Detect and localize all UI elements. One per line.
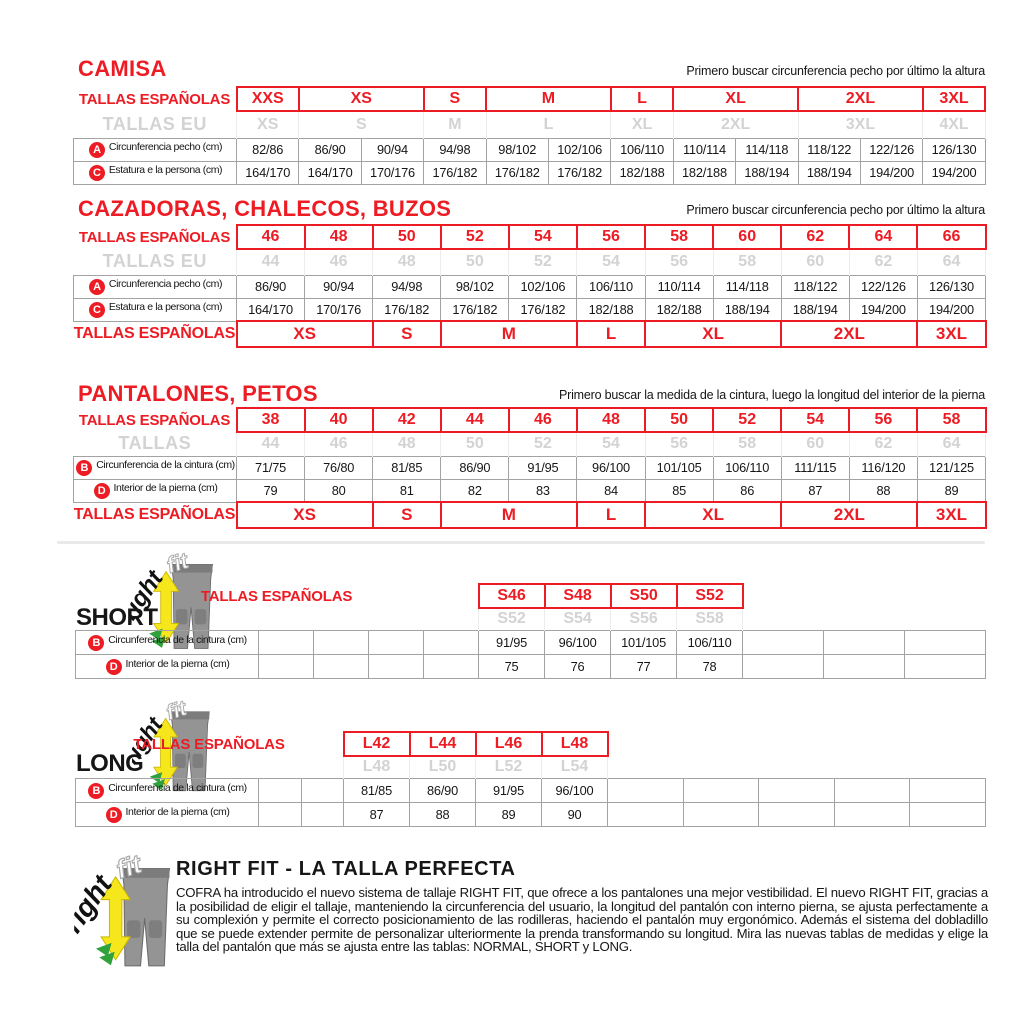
tallas-espanolas-label: TALLAS ESPAÑOLAS — [73, 325, 236, 343]
value-cell: 164/170 — [237, 298, 305, 321]
value-cell: 176/182 — [424, 161, 486, 184]
size-eu-cell: 64 — [917, 432, 985, 456]
size-eu-cell: S58 — [677, 608, 743, 630]
size-letter-cell: L — [577, 321, 645, 347]
value-cell: 121/125 — [917, 456, 985, 479]
size-es-cell: 56 — [849, 408, 917, 432]
value-cell: 82 — [441, 479, 509, 502]
value-cell: 98/102 — [486, 138, 548, 161]
value-cell: 91/95 — [509, 456, 577, 479]
value-cell: 182/188 — [673, 161, 735, 184]
size-es-cell: 48 — [577, 408, 645, 432]
size-eu-cell: 60 — [781, 249, 849, 275]
empty-cell — [834, 802, 910, 826]
value-cell: 81 — [373, 479, 441, 502]
tallas-eu-label: TALLAS EU — [102, 251, 207, 272]
size-eu-cell: 58 — [713, 432, 781, 456]
size-es-cell: S46 — [479, 584, 545, 608]
size-eu-cell: 50 — [441, 432, 509, 456]
letter-badge-b: B — [88, 783, 104, 799]
size-letter-cell: XS — [237, 321, 373, 347]
spacer-cell — [834, 732, 910, 756]
value-cell: 116/120 — [849, 456, 917, 479]
section-title-camisa: CAMISA — [78, 56, 167, 81]
spacer-cell — [759, 732, 835, 756]
letter-badge-b: B — [88, 635, 104, 651]
size-eu-cell: 3XL — [798, 111, 923, 138]
rightfit-title: RIGHT FIT - LA TALLA PERFECTA — [176, 858, 516, 880]
value-cell: 78 — [677, 654, 743, 678]
value-cell: 80 — [305, 479, 373, 502]
spacer-cell — [905, 608, 986, 630]
size-es-cell: L42 — [344, 732, 410, 756]
value-cell: 101/105 — [611, 630, 677, 654]
size-es-cell: 56 — [577, 225, 645, 249]
measure-row-label — [74, 161, 237, 184]
empty-cell — [743, 630, 824, 654]
value-cell: 114/118 — [736, 138, 798, 161]
value-cell: 96/100 — [545, 630, 611, 654]
value-cell: 102/106 — [548, 138, 610, 161]
value-cell: 75 — [479, 654, 545, 678]
size-es-cell: XS — [299, 87, 424, 111]
short-label: SHORT — [76, 604, 158, 631]
tallas-eu-label: TALLAS — [118, 433, 192, 454]
size-letter-cell: S — [373, 321, 441, 347]
size-es-cell: 46 — [237, 225, 305, 249]
size-eu-cell: XL — [611, 111, 673, 138]
size-es-cell: 62 — [781, 225, 849, 249]
value-cell: 106/110 — [577, 275, 645, 298]
spacer-cell — [834, 756, 910, 778]
size-es-cell: XXS — [237, 87, 299, 111]
size-eu-cell: 62 — [849, 432, 917, 456]
empty-cell — [314, 654, 369, 678]
measure-row-label — [76, 654, 259, 678]
size-es-cell: S48 — [545, 584, 611, 608]
empty-cell — [314, 630, 369, 654]
size-letter-cell: L — [577, 502, 645, 528]
value-cell: 87 — [344, 802, 410, 826]
value-cell: 88 — [849, 479, 917, 502]
value-cell: 118/122 — [798, 138, 860, 161]
value-cell: 194/200 — [860, 161, 922, 184]
measure-label-text: Interior de la pierna (cm) — [125, 805, 230, 818]
value-cell: 94/98 — [373, 275, 441, 298]
size-eu-cell: 52 — [509, 432, 577, 456]
value-cell: 90 — [542, 802, 608, 826]
note-cazadoras: Primero buscar circunferencia pecho por último la altura — [686, 203, 985, 217]
spacer-cell — [759, 756, 835, 778]
value-cell: 118/122 — [781, 275, 849, 298]
empty-cell — [608, 778, 684, 802]
empty-cell — [759, 802, 835, 826]
spacer-cell — [910, 756, 986, 778]
spacer-cell — [683, 732, 759, 756]
value-cell: 91/95 — [476, 778, 542, 802]
size-eu-cell: 48 — [373, 249, 441, 275]
spacer-cell — [743, 608, 824, 630]
value-cell: 86/90 — [410, 778, 476, 802]
size-eu-cell: 50 — [441, 249, 509, 275]
size-letter-cell: 3XL — [917, 502, 985, 528]
size-eu-cell: 62 — [849, 249, 917, 275]
value-cell: 110/114 — [673, 138, 735, 161]
size-es-cell: L44 — [410, 732, 476, 756]
value-cell: 122/126 — [849, 275, 917, 298]
measure-label-text: Estatura e la persona (cm) — [108, 164, 223, 176]
size-eu-cell: S — [299, 111, 424, 138]
value-cell: 86/90 — [441, 456, 509, 479]
right-fit-logo — [74, 854, 178, 970]
spacer-cell — [683, 756, 759, 778]
value-cell: 170/176 — [305, 298, 373, 321]
value-cell: 94/98 — [424, 138, 486, 161]
spacer-cell — [824, 608, 905, 630]
spacer-cell — [905, 584, 986, 608]
value-cell: 164/170 — [299, 161, 361, 184]
measure-label-text: Interior de la pierna (cm) — [113, 482, 218, 494]
size-letter-cell: XS — [237, 502, 373, 528]
size-eu-cell: 64 — [917, 249, 985, 275]
value-cell: 76 — [545, 654, 611, 678]
empty-cell — [301, 778, 344, 802]
value-cell: 106/110 — [611, 138, 673, 161]
value-cell: 101/105 — [645, 456, 713, 479]
tallas-espanolas-label: TALLAS ESPAÑOLAS — [133, 735, 285, 753]
value-cell: 89 — [476, 802, 542, 826]
value-cell: 114/118 — [713, 275, 781, 298]
spacer-cell — [608, 756, 684, 778]
spacer-cell — [824, 584, 905, 608]
letter-badge-d: D — [94, 483, 110, 499]
tallas-espanolas-label: TALLAS ESPAÑOLAS — [78, 411, 231, 429]
value-cell: 79 — [237, 479, 305, 502]
measure-row-label — [74, 138, 237, 161]
value-cell: 96/100 — [577, 456, 645, 479]
value-cell: 111/115 — [781, 456, 849, 479]
size-es-cell: 64 — [849, 225, 917, 249]
size-letter-cell: 3XL — [917, 321, 985, 347]
empty-cell — [259, 630, 314, 654]
value-cell: 84 — [577, 479, 645, 502]
value-cell: 182/188 — [577, 298, 645, 321]
value-cell: 90/94 — [361, 138, 423, 161]
size-es-cell: 66 — [917, 225, 985, 249]
value-cell: 126/130 — [923, 138, 985, 161]
value-cell: 176/182 — [373, 298, 441, 321]
size-eu-cell: 60 — [781, 432, 849, 456]
value-cell: 96/100 — [542, 778, 608, 802]
size-letter-cell: S — [373, 502, 441, 528]
tallas-espanolas-label: TALLAS ESPAÑOLAS — [200, 587, 353, 605]
value-cell: 188/194 — [736, 161, 798, 184]
empty-cell — [834, 778, 910, 802]
measure-label-text: Interior de la pierna (cm) — [125, 657, 230, 670]
size-letter-cell: M — [441, 321, 577, 347]
size-letter-cell: 2XL — [781, 502, 917, 528]
section-title-pantalones: PANTALONES, PETOS — [78, 381, 318, 406]
size-es-cell: 40 — [305, 408, 373, 432]
value-cell: 188/194 — [713, 298, 781, 321]
empty-cell — [824, 654, 905, 678]
measure-row-label — [76, 778, 259, 802]
value-cell: 88 — [410, 802, 476, 826]
empty-cell — [683, 802, 759, 826]
tallas-espanolas-label: TALLAS ESPAÑOLAS — [73, 506, 236, 524]
value-cell: 91/95 — [479, 630, 545, 654]
size-es-cell: 42 — [373, 408, 441, 432]
size-eu-cell: L50 — [410, 756, 476, 778]
size-es-cell: S50 — [611, 584, 677, 608]
size-eu-cell: M — [424, 111, 486, 138]
value-cell: 86/90 — [299, 138, 361, 161]
empty-cell — [301, 802, 344, 826]
value-cell: 176/182 — [441, 298, 509, 321]
measure-label-text: Estatura e la persona (cm) — [108, 301, 223, 313]
size-eu-cell: 4XL — [923, 111, 985, 138]
empty-cell — [369, 630, 424, 654]
value-cell: 182/188 — [611, 161, 673, 184]
empty-cell — [910, 802, 986, 826]
empty-cell — [759, 778, 835, 802]
size-eu-cell: 54 — [577, 432, 645, 456]
size-es-cell: 38 — [237, 408, 305, 432]
size-eu-cell: XS — [237, 111, 299, 138]
empty-cell — [824, 630, 905, 654]
table-pantalones — [73, 407, 987, 529]
value-cell: 71/75 — [237, 456, 305, 479]
section-title-cazadoras: CAZADORAS, CHALECOS, BUZOS — [78, 196, 452, 221]
letter-badge-b: B — [76, 460, 92, 476]
measure-row-label — [76, 802, 259, 826]
value-cell: 110/114 — [645, 275, 713, 298]
value-cell: 164/170 — [237, 161, 299, 184]
table-short — [75, 583, 986, 679]
letter-badge-a: A — [89, 279, 105, 295]
size-letter-cell: XL — [645, 321, 781, 347]
measure-label-text: Circunferencia de la cintura (cm) — [108, 781, 247, 794]
tallas-espanolas-label: TALLAS ESPAÑOLAS — [78, 228, 231, 246]
value-cell: 176/182 — [509, 298, 577, 321]
size-eu-cell: 46 — [305, 432, 373, 456]
empty-cell — [259, 802, 302, 826]
empty-cell — [259, 654, 314, 678]
value-cell: 106/110 — [677, 630, 743, 654]
measure-row-label — [74, 275, 237, 298]
letter-badge-d: D — [106, 807, 122, 823]
table-camisa — [73, 86, 986, 185]
size-es-cell: L — [611, 87, 673, 111]
empty-cell — [743, 654, 824, 678]
empty-cell — [905, 630, 986, 654]
value-cell: 176/182 — [548, 161, 610, 184]
empty-cell — [424, 630, 479, 654]
note-camisa: Primero buscar circunferencia pecho por último la altura — [686, 64, 985, 78]
size-es-cell: 52 — [713, 408, 781, 432]
table-long — [75, 731, 986, 827]
value-cell: 85 — [645, 479, 713, 502]
letter-badge-d: D — [106, 659, 122, 675]
size-es-cell: L46 — [476, 732, 542, 756]
empty-cell — [424, 654, 479, 678]
size-eu-cell: L — [486, 111, 611, 138]
value-cell: 194/200 — [917, 298, 985, 321]
measure-label-text: Circunferencia de la cintura (cm) — [96, 459, 235, 471]
size-es-cell: 54 — [509, 225, 577, 249]
value-cell: 106/110 — [713, 456, 781, 479]
measure-row-label — [74, 456, 237, 479]
size-eu-cell: 56 — [645, 432, 713, 456]
value-cell: 86 — [713, 479, 781, 502]
size-es-cell: 54 — [781, 408, 849, 432]
value-cell: 83 — [509, 479, 577, 502]
size-eu-cell: 44 — [237, 249, 305, 275]
tallas-espanolas-label: TALLAS ESPAÑOLAS — [78, 90, 231, 108]
size-eu-cell: 46 — [305, 249, 373, 275]
letter-badge-c: C — [89, 302, 105, 318]
value-cell: 82/86 — [237, 138, 299, 161]
value-cell: 90/94 — [305, 275, 373, 298]
size-es-cell: 2XL — [798, 87, 923, 111]
value-cell: 194/200 — [923, 161, 985, 184]
size-es-cell: 50 — [373, 225, 441, 249]
measure-label-text: Circunferencia de la cintura (cm) — [108, 633, 247, 646]
size-es-cell: S52 — [677, 584, 743, 608]
value-cell: 170/176 — [361, 161, 423, 184]
empty-cell — [369, 654, 424, 678]
size-eu-cell: 52 — [509, 249, 577, 275]
spacer-cell — [76, 608, 479, 630]
table-cazadoras — [73, 224, 987, 348]
section-divider — [57, 541, 985, 544]
size-es-cell: 44 — [441, 408, 509, 432]
value-cell: 102/106 — [509, 275, 577, 298]
value-cell: 86/90 — [237, 275, 305, 298]
size-es-cell: S — [424, 87, 486, 111]
size-letter-cell: 2XL — [781, 321, 917, 347]
size-es-cell: M — [486, 87, 611, 111]
value-cell: 89 — [917, 479, 985, 502]
empty-cell — [905, 654, 986, 678]
size-eu-cell: 54 — [577, 249, 645, 275]
tallas-eu-label: TALLAS EU — [102, 113, 207, 134]
size-es-cell: XL — [673, 87, 798, 111]
value-cell: 194/200 — [849, 298, 917, 321]
size-eu-cell: S54 — [545, 608, 611, 630]
size-eu-cell: 2XL — [673, 111, 798, 138]
empty-cell — [910, 778, 986, 802]
value-cell: 81/85 — [344, 778, 410, 802]
size-es-cell: 50 — [645, 408, 713, 432]
measure-label-text: Circunferencia pecho (cm) — [108, 278, 223, 290]
size-letter-cell: M — [441, 502, 577, 528]
measure-row-label — [76, 630, 259, 654]
value-cell: 176/182 — [486, 161, 548, 184]
value-cell: 188/194 — [798, 161, 860, 184]
value-cell: 81/85 — [373, 456, 441, 479]
size-eu-cell: 58 — [713, 249, 781, 275]
size-eu-cell: S52 — [479, 608, 545, 630]
size-eu-cell: L48 — [344, 756, 410, 778]
size-eu-cell: 48 — [373, 432, 441, 456]
letter-badge-a: A — [89, 142, 105, 158]
size-es-cell: 58 — [645, 225, 713, 249]
spacer-cell — [910, 732, 986, 756]
measure-row-label — [74, 479, 237, 502]
size-eu-cell: L54 — [542, 756, 608, 778]
size-eu-cell: 44 — [237, 432, 305, 456]
size-eu-cell: 56 — [645, 249, 713, 275]
empty-cell — [683, 778, 759, 802]
measure-row-label — [74, 298, 237, 321]
long-label: LONG — [76, 750, 144, 777]
size-es-cell: 60 — [713, 225, 781, 249]
spacer-cell — [608, 732, 684, 756]
size-eu-cell: L52 — [476, 756, 542, 778]
value-cell: 76/80 — [305, 456, 373, 479]
measure-label-text: Circunferencia pecho (cm) — [108, 141, 223, 153]
value-cell: 98/102 — [441, 275, 509, 298]
value-cell: 182/188 — [645, 298, 713, 321]
empty-cell — [259, 778, 302, 802]
note-pantalones: Primero buscar la medida de la cintura, luego la longitud del interior de la pierna — [558, 388, 985, 402]
size-letter-cell: XL — [645, 502, 781, 528]
size-es-cell: 48 — [305, 225, 373, 249]
size-es-cell: 58 — [917, 408, 985, 432]
empty-cell — [608, 802, 684, 826]
size-es-cell: 46 — [509, 408, 577, 432]
spacer-cell — [743, 584, 824, 608]
rightfit-paragraph: COFRA ha introducido el nuevo sistema de tallaje RIGHT FIT, que ofrece a los pantalones una mejor vestibilidad. El nuevo RIGHT FIT, gracias a la posibilidad de eligir el tallaje, manteniendo la circunferencia del usuario, la longitud del pantalón con interno pierna, se ajusta perfectamente a su complexión y permite el correcto posicionamiento de las rodilleras, haciendo el pantalón muy ergonómico. Además el sistema del dobladillo que se puede extender permite de personalizar ulteriormente la prenda transformando su longitud. Mira las nuevas tablas de medidas y elige la talla del pantalón que más se ajusta entre las tablas: NORMAL, SHORT y LONG. — [176, 885, 988, 955]
letter-badge-c: C — [89, 165, 105, 181]
size-eu-cell: S56 — [611, 608, 677, 630]
size-es-cell: 3XL — [923, 87, 985, 111]
spacer-cell — [76, 756, 344, 778]
size-es-cell: L48 — [542, 732, 608, 756]
value-cell: 77 — [611, 654, 677, 678]
value-cell: 122/126 — [860, 138, 922, 161]
value-cell: 87 — [781, 479, 849, 502]
value-cell: 188/194 — [781, 298, 849, 321]
size-es-cell: 52 — [441, 225, 509, 249]
value-cell: 126/130 — [917, 275, 985, 298]
